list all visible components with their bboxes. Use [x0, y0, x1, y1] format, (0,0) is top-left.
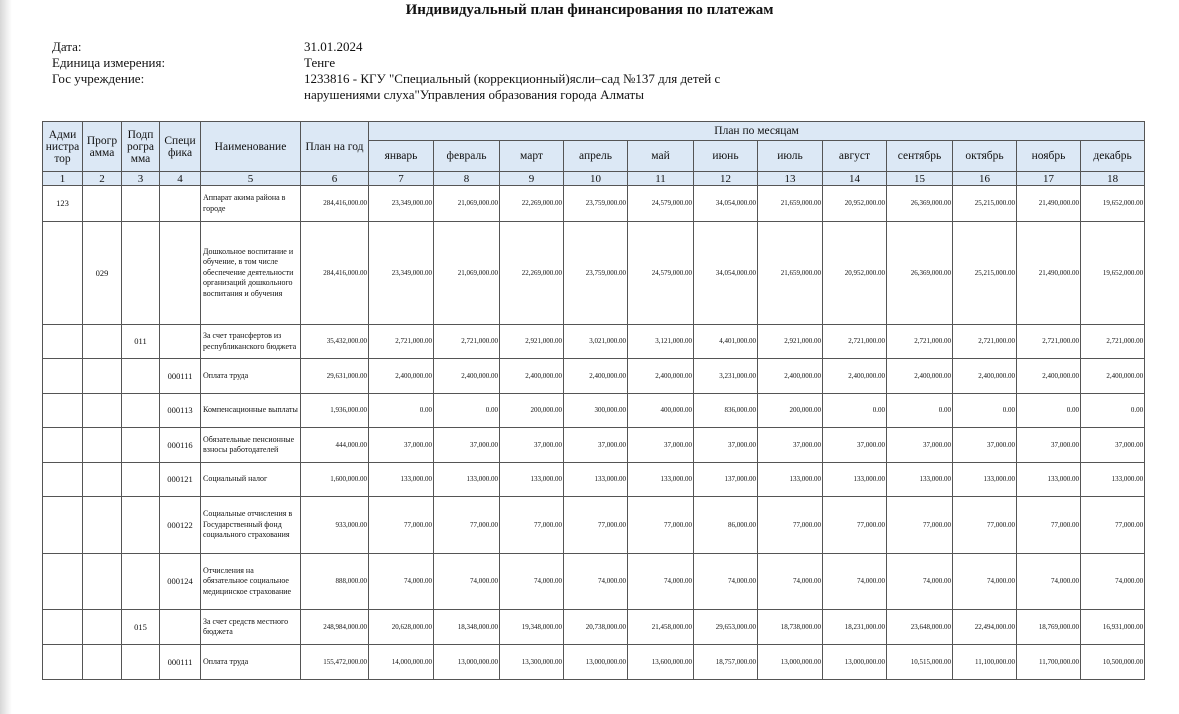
table-row: [43, 463, 1145, 497]
month-header: сентябрь: [887, 141, 953, 172]
month-header: февраль: [434, 141, 500, 172]
cell-subprogram: [122, 359, 160, 394]
cell-month-value: 2,721,000.00: [434, 325, 500, 359]
cell-month-value: 2,400,000.00: [628, 359, 694, 394]
cell-plan-year: 933,000.00: [301, 497, 369, 554]
cell-month-value: 34,054,000.00: [694, 222, 758, 325]
cell-specifika: 000122: [160, 497, 201, 554]
cell-month-value: 2,400,000.00: [758, 359, 823, 394]
cell-admin: [43, 610, 83, 645]
cell-month-value: 74,000.00: [628, 554, 694, 610]
cell-month-value: 37,000.00: [500, 428, 564, 463]
cell-name: За счет трансфертов из республиканского бюджета: [201, 325, 301, 359]
cell-month-value: 3,231,000.00: [694, 359, 758, 394]
cell-subprogram: [122, 428, 160, 463]
cell-admin: [43, 428, 83, 463]
cell-program: [83, 497, 122, 554]
cell-month-value: 13,300,000.00: [500, 645, 564, 680]
cell-subprogram: [122, 186, 160, 222]
cell-month-value: 200,000.00: [500, 394, 564, 428]
cell-month-value: 13,000,000.00: [564, 645, 628, 680]
cell-month-value: 10,500,000.00: [1081, 645, 1145, 680]
cell-name: Оплата труда: [201, 645, 301, 680]
cell-plan-year: 29,631,000.00: [301, 359, 369, 394]
cell-name: Оплата труда: [201, 359, 301, 394]
cell-month-value: 11,100,000.00: [953, 645, 1017, 680]
cell-month-value: 133,000.00: [434, 463, 500, 497]
cell-month-value: 74,000.00: [953, 554, 1017, 610]
col-header-name: Наименование: [201, 122, 301, 172]
cell-subprogram: 011: [122, 325, 160, 359]
table-row: [43, 394, 1145, 428]
cell-month-value: 20,952,000.00: [823, 222, 887, 325]
meta-label: Единица измерения:: [52, 55, 166, 70]
cell-month-value: 23,349,000.00: [369, 222, 434, 325]
column-number: 5: [201, 172, 301, 186]
cell-specifika: [160, 186, 201, 222]
cell-month-value: 77,000.00: [628, 497, 694, 554]
meta-value: 31.01.2024: [304, 39, 363, 54]
cell-month-value: 0.00: [1017, 394, 1081, 428]
table-row: [43, 554, 1145, 610]
cell-month-value: 37,000.00: [369, 428, 434, 463]
month-header: октябрь: [953, 141, 1017, 172]
cell-month-value: 20,952,000.00: [823, 186, 887, 222]
cell-program: [83, 394, 122, 428]
month-header: ноябрь: [1017, 141, 1081, 172]
cell-program: [83, 186, 122, 222]
cell-month-value: 21,490,000.00: [1017, 186, 1081, 222]
cell-month-value: 2,400,000.00: [1081, 359, 1145, 394]
column-number: 17: [1017, 172, 1081, 186]
cell-month-value: 2,921,000.00: [500, 325, 564, 359]
cell-month-value: 0.00: [887, 394, 953, 428]
cell-month-value: 19,348,000.00: [500, 610, 564, 645]
cell-month-value: 25,215,000.00: [953, 186, 1017, 222]
cell-month-value: 34,054,000.00: [694, 186, 758, 222]
column-number: 4: [160, 172, 201, 186]
cell-month-value: 21,659,000.00: [758, 186, 823, 222]
cell-month-value: 77,000.00: [1017, 497, 1081, 554]
col-header-plan-year: План на год: [301, 122, 369, 172]
table-row: [43, 325, 1145, 359]
cell-subprogram: [122, 645, 160, 680]
cell-month-value: 23,648,000.00: [887, 610, 953, 645]
column-number: 7: [369, 172, 434, 186]
cell-plan-year: 155,472,000.00: [301, 645, 369, 680]
cell-month-value: 133,000.00: [887, 463, 953, 497]
cell-plan-year: 284,416,000.00: [301, 186, 369, 222]
cell-admin: [43, 359, 83, 394]
cell-month-value: 29,653,000.00: [694, 610, 758, 645]
column-number: 9: [500, 172, 564, 186]
table-row: [43, 222, 1145, 325]
cell-program: [83, 645, 122, 680]
cell-month-value: 137,000.00: [694, 463, 758, 497]
cell-month-value: 2,721,000.00: [1081, 325, 1145, 359]
cell-month-value: 37,000.00: [564, 428, 628, 463]
cell-month-value: 37,000.00: [1017, 428, 1081, 463]
financing-plan-table: [42, 121, 1145, 680]
table-row: [43, 645, 1145, 680]
cell-month-value: 77,000.00: [887, 497, 953, 554]
cell-month-value: 19,652,000.00: [1081, 222, 1145, 325]
cell-month-value: 77,000.00: [1081, 497, 1145, 554]
table-row: [43, 359, 1145, 394]
cell-month-value: 74,000.00: [758, 554, 823, 610]
cell-month-value: 77,000.00: [953, 497, 1017, 554]
cell-month-value: 22,269,000.00: [500, 186, 564, 222]
cell-month-value: 77,000.00: [369, 497, 434, 554]
cell-month-value: 2,400,000.00: [953, 359, 1017, 394]
cell-month-value: 23,759,000.00: [564, 222, 628, 325]
cell-month-value: 23,349,000.00: [369, 186, 434, 222]
table-row: [43, 428, 1145, 463]
cell-subprogram: 015: [122, 610, 160, 645]
cell-month-value: 21,490,000.00: [1017, 222, 1081, 325]
table-row: [43, 186, 1145, 222]
cell-month-value: 0.00: [369, 394, 434, 428]
document-title: Индивидуальный план финансирования по платежам: [405, 2, 774, 18]
cell-month-value: 21,069,000.00: [434, 222, 500, 325]
cell-month-value: 133,000.00: [500, 463, 564, 497]
cell-month-value: 86,000.00: [694, 497, 758, 554]
col-header-program: Прогр амма: [83, 122, 122, 172]
cell-month-value: 4,401,000.00: [694, 325, 758, 359]
table-body: [43, 186, 1145, 680]
month-header: январь: [369, 141, 434, 172]
cell-month-value: 19,652,000.00: [1081, 186, 1145, 222]
cell-month-value: 2,921,000.00: [758, 325, 823, 359]
col-header-specifika: Специ фика: [160, 122, 201, 172]
cell-month-value: 77,000.00: [500, 497, 564, 554]
cell-specifika: 000124: [160, 554, 201, 610]
cell-plan-year: 1,600,000.00: [301, 463, 369, 497]
cell-month-value: 37,000.00: [434, 428, 500, 463]
month-header: июль: [758, 141, 823, 172]
cell-month-value: 13,000,000.00: [758, 645, 823, 680]
cell-month-value: 3,121,000.00: [628, 325, 694, 359]
cell-month-value: 2,400,000.00: [564, 359, 628, 394]
cell-month-value: 300,000.00: [564, 394, 628, 428]
cell-admin: [43, 463, 83, 497]
table-row: [43, 610, 1145, 645]
cell-month-value: 2,721,000.00: [953, 325, 1017, 359]
cell-month-value: 18,348,000.00: [434, 610, 500, 645]
cell-month-value: 74,000.00: [500, 554, 564, 610]
column-number: 10: [564, 172, 628, 186]
cell-month-value: 133,000.00: [758, 463, 823, 497]
cell-month-value: 37,000.00: [758, 428, 823, 463]
cell-month-value: 21,458,000.00: [628, 610, 694, 645]
cell-month-value: 133,000.00: [953, 463, 1017, 497]
cell-program: [83, 428, 122, 463]
cell-name: Компенсационные выплаты: [201, 394, 301, 428]
cell-specifika: 000116: [160, 428, 201, 463]
column-number: 11: [628, 172, 694, 186]
cell-month-value: 74,000.00: [823, 554, 887, 610]
meta-label: Гос учреждение:: [52, 71, 145, 86]
meta-value: 1233816 - КГУ "Специальный (коррекционный)ясли–сад №137 для детей с нарушениями слуха"Управления образования города Алматы: [304, 71, 721, 102]
col-header-plan-months: План по месяцам: [369, 122, 1145, 141]
cell-month-value: 77,000.00: [434, 497, 500, 554]
cell-program: 029: [83, 222, 122, 325]
meta-label: Дата:: [52, 39, 82, 54]
cell-month-value: 77,000.00: [823, 497, 887, 554]
cell-program: [83, 610, 122, 645]
month-header: апрель: [564, 141, 628, 172]
column-number: 14: [823, 172, 887, 186]
cell-admin: [43, 554, 83, 610]
cell-name: Отчисления на обязательное социальное медицинское страхование: [201, 554, 301, 610]
cell-specifika: [160, 222, 201, 325]
table-header: [43, 122, 1145, 186]
cell-month-value: 0.00: [434, 394, 500, 428]
cell-month-value: 2,400,000.00: [434, 359, 500, 394]
cell-admin: [43, 497, 83, 554]
cell-month-value: 3,021,000.00: [564, 325, 628, 359]
cell-month-value: 21,659,000.00: [758, 222, 823, 325]
cell-admin: [43, 222, 83, 325]
cell-month-value: 37,000.00: [1081, 428, 1145, 463]
cell-specifika: 000113: [160, 394, 201, 428]
col-header-subprogram: Подп рогра мма: [122, 122, 160, 172]
column-number: 18: [1081, 172, 1145, 186]
page-edge-shadow: [0, 0, 12, 714]
cell-month-value: 77,000.00: [758, 497, 823, 554]
cell-month-value: 2,721,000.00: [369, 325, 434, 359]
column-number: 15: [887, 172, 953, 186]
cell-month-value: 74,000.00: [564, 554, 628, 610]
cell-month-value: 25,215,000.00: [953, 222, 1017, 325]
cell-subprogram: [122, 463, 160, 497]
cell-plan-year: 444,000.00: [301, 428, 369, 463]
cell-month-value: 37,000.00: [823, 428, 887, 463]
month-header: май: [628, 141, 694, 172]
cell-name: Дошкольное воспитание и обучение, в том числе обеспечение деятельности организаций дошкольного воспитания и обучения: [201, 222, 301, 325]
cell-subprogram: [122, 394, 160, 428]
cell-month-value: 0.00: [953, 394, 1017, 428]
cell-month-value: 11,700,000.00: [1017, 645, 1081, 680]
cell-subprogram: [122, 554, 160, 610]
cell-plan-year: 1,936,000.00: [301, 394, 369, 428]
cell-month-value: 24,579,000.00: [628, 186, 694, 222]
cell-month-value: 37,000.00: [887, 428, 953, 463]
cell-admin: [43, 325, 83, 359]
cell-month-value: 133,000.00: [823, 463, 887, 497]
cell-program: [83, 463, 122, 497]
cell-month-value: 74,000.00: [369, 554, 434, 610]
cell-specifika: 000111: [160, 645, 201, 680]
cell-name: Обязательные пенсионные взносы работодателей: [201, 428, 301, 463]
col-header-admin: Адми нистра тор: [43, 122, 83, 172]
cell-month-value: 18,757,000.00: [694, 645, 758, 680]
cell-month-value: 16,931,000.00: [1081, 610, 1145, 645]
cell-month-value: 37,000.00: [628, 428, 694, 463]
cell-month-value: 2,721,000.00: [887, 325, 953, 359]
cell-month-value: 74,000.00: [434, 554, 500, 610]
cell-program: [83, 325, 122, 359]
cell-program: [83, 359, 122, 394]
cell-month-value: 2,400,000.00: [823, 359, 887, 394]
cell-admin: 123: [43, 186, 83, 222]
cell-month-value: 133,000.00: [1017, 463, 1081, 497]
cell-month-value: 2,721,000.00: [1017, 325, 1081, 359]
cell-month-value: 2,721,000.00: [823, 325, 887, 359]
cell-month-value: 20,628,000.00: [369, 610, 434, 645]
cell-month-value: 133,000.00: [564, 463, 628, 497]
column-number: 3: [122, 172, 160, 186]
cell-month-value: 2,400,000.00: [887, 359, 953, 394]
cell-month-value: 18,231,000.00: [823, 610, 887, 645]
cell-plan-year: 284,416,000.00: [301, 222, 369, 325]
cell-month-value: 20,738,000.00: [564, 610, 628, 645]
cell-admin: [43, 394, 83, 428]
cell-specifika: 000121: [160, 463, 201, 497]
cell-month-value: 21,069,000.00: [434, 186, 500, 222]
cell-name: Аппарат акима района в городе: [201, 186, 301, 222]
cell-specifika: [160, 325, 201, 359]
cell-month-value: 18,769,000.00: [1017, 610, 1081, 645]
cell-month-value: 18,738,000.00: [758, 610, 823, 645]
month-header: декабрь: [1081, 141, 1145, 172]
cell-name: Социальный налог: [201, 463, 301, 497]
cell-month-value: 836,000.00: [694, 394, 758, 428]
cell-month-value: 14,000,000.00: [369, 645, 434, 680]
cell-month-value: 10,515,000.00: [887, 645, 953, 680]
cell-month-value: 74,000.00: [1017, 554, 1081, 610]
cell-month-value: 2,400,000.00: [500, 359, 564, 394]
cell-admin: [43, 645, 83, 680]
cell-month-value: 26,369,000.00: [887, 186, 953, 222]
cell-name: За счет средств местного бюджета: [201, 610, 301, 645]
cell-month-value: 13,000,000.00: [823, 645, 887, 680]
cell-month-value: 77,000.00: [564, 497, 628, 554]
cell-specifika: [160, 610, 201, 645]
cell-month-value: 37,000.00: [953, 428, 1017, 463]
column-number: 16: [953, 172, 1017, 186]
cell-month-value: 0.00: [1081, 394, 1145, 428]
column-number: 12: [694, 172, 758, 186]
cell-month-value: 74,000.00: [887, 554, 953, 610]
cell-month-value: 0.00: [823, 394, 887, 428]
cell-month-value: 13,000,000.00: [434, 645, 500, 680]
cell-month-value: 74,000.00: [694, 554, 758, 610]
column-number: 2: [83, 172, 122, 186]
cell-plan-year: 248,984,000.00: [301, 610, 369, 645]
table-row: [43, 497, 1145, 554]
cell-month-value: 23,759,000.00: [564, 186, 628, 222]
cell-plan-year: 35,432,000.00: [301, 325, 369, 359]
cell-specifika: 000111: [160, 359, 201, 394]
cell-month-value: 200,000.00: [758, 394, 823, 428]
cell-month-value: 22,494,000.00: [953, 610, 1017, 645]
cell-month-value: 400,000.00: [628, 394, 694, 428]
cell-month-value: 22,269,000.00: [500, 222, 564, 325]
cell-name: Социальные отчисления в Государственный фонд социального страхования: [201, 497, 301, 554]
month-header: июнь: [694, 141, 758, 172]
cell-subprogram: [122, 222, 160, 325]
cell-month-value: 2,400,000.00: [369, 359, 434, 394]
cell-month-value: 133,000.00: [369, 463, 434, 497]
cell-subprogram: [122, 497, 160, 554]
cell-month-value: 24,579,000.00: [628, 222, 694, 325]
column-number: 6: [301, 172, 369, 186]
cell-month-value: 2,400,000.00: [1017, 359, 1081, 394]
cell-month-value: 133,000.00: [628, 463, 694, 497]
column-number: 13: [758, 172, 823, 186]
month-header: март: [500, 141, 564, 172]
cell-month-value: 13,600,000.00: [628, 645, 694, 680]
column-number: 1: [43, 172, 83, 186]
cell-program: [83, 554, 122, 610]
cell-month-value: 133,000.00: [1081, 463, 1145, 497]
cell-month-value: 37,000.00: [694, 428, 758, 463]
meta-value: Тенге: [304, 55, 336, 70]
cell-month-value: 74,000.00: [1081, 554, 1145, 610]
cell-plan-year: 888,000.00: [301, 554, 369, 610]
month-header: август: [823, 141, 887, 172]
column-number: 8: [434, 172, 500, 186]
cell-month-value: 26,369,000.00: [887, 222, 953, 325]
